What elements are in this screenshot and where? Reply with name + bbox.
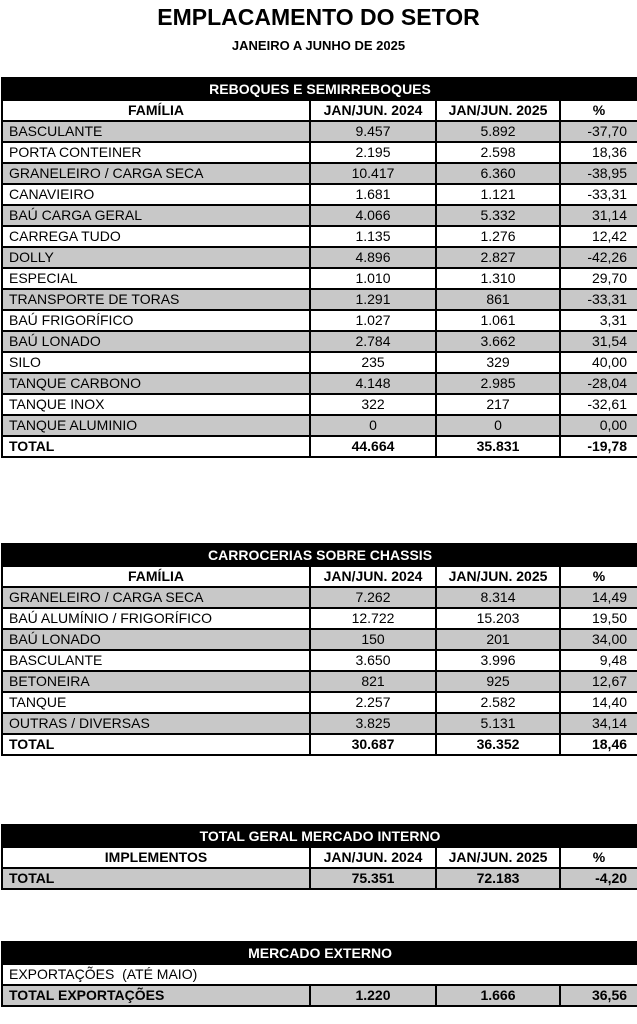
- table-row: [2, 205, 637, 226]
- column-header-familia: FAMÍLIA: [2, 100, 310, 121]
- table-row: [2, 163, 637, 184]
- carrocerias-table: [1, 543, 637, 756]
- family-cell: BETONEIRA: [2, 671, 310, 692]
- reboques-heading: REBOQUES E SEMIRREBOQUES: [2, 78, 637, 100]
- value-2024-cell: 7.262: [310, 587, 436, 608]
- column-header-implementos: IMPLEMENTOS: [2, 847, 310, 868]
- column-header-percent: %: [560, 847, 637, 868]
- value-2024-cell: 1.291: [310, 289, 436, 310]
- value-2025-cell: 2.598: [436, 142, 560, 163]
- reboques-table: [1, 77, 637, 458]
- column-header-row: [2, 847, 637, 868]
- value-2024-cell: 821: [310, 671, 436, 692]
- value-2024-cell: 2.195: [310, 142, 436, 163]
- column-header-percent: %: [560, 566, 637, 587]
- value-2025-cell: 3.996: [436, 650, 560, 671]
- value-2025-cell: 1.121: [436, 184, 560, 205]
- table-row: [2, 415, 637, 436]
- exportacoes-note: EXPORTAÇÕES (ATÉ MAIO): [2, 964, 637, 985]
- value-2024-cell: 3.650: [310, 650, 436, 671]
- value-2025-cell: 925: [436, 671, 560, 692]
- value-2025-cell: 6.360: [436, 163, 560, 184]
- percent-cell: -28,04: [560, 373, 637, 394]
- value-2024-cell: 3.825: [310, 713, 436, 734]
- total-2024: 30.687: [310, 734, 436, 755]
- value-2025-cell: 0: [436, 415, 560, 436]
- value-2025-cell: 1.061: [436, 310, 560, 331]
- value-2025-cell: 5.332: [436, 205, 560, 226]
- percent-cell: 12,42: [560, 226, 637, 247]
- value-2024-cell: 2.784: [310, 331, 436, 352]
- value-2024-cell: 2.257: [310, 692, 436, 713]
- family-cell: BAÚ LONADO: [2, 629, 310, 650]
- table-row: [2, 394, 637, 415]
- value-2024-cell: 1.681: [310, 184, 436, 205]
- total-2024: 1.220: [310, 985, 436, 1006]
- table-heading-row: [2, 78, 637, 100]
- table-row: [2, 713, 637, 734]
- percent-cell: 19,50: [560, 608, 637, 629]
- value-2024-cell: 150: [310, 629, 436, 650]
- column-header-percent: %: [560, 100, 637, 121]
- percent-cell: 31,14: [560, 205, 637, 226]
- table-heading-row: [2, 544, 637, 566]
- total-row: [2, 734, 637, 755]
- table-row: [2, 268, 637, 289]
- table-heading-row: [2, 825, 637, 847]
- percent-cell: -33,31: [560, 289, 637, 310]
- value-2024-cell: 12.722: [310, 608, 436, 629]
- percent-cell: -42,26: [560, 247, 637, 268]
- family-cell: BASCULANTE: [2, 650, 310, 671]
- value-2024-cell: 1.010: [310, 268, 436, 289]
- column-header-row: [2, 100, 637, 121]
- percent-cell: -38,95: [560, 163, 637, 184]
- column-header-2025: JAN/JUN. 2025: [436, 566, 560, 587]
- column-header-2024: JAN/JUN. 2024: [310, 566, 436, 587]
- value-2025-cell: 15.203: [436, 608, 560, 629]
- percent-cell: 34,00: [560, 629, 637, 650]
- table-row: [2, 629, 637, 650]
- total-label: TOTAL: [2, 868, 310, 889]
- mercado-interno-table: [1, 824, 637, 890]
- total-percent: 18,46: [560, 734, 637, 755]
- column-header-2024: JAN/JUN. 2024: [310, 847, 436, 868]
- total-row: [2, 868, 637, 889]
- table-row: [2, 184, 637, 205]
- value-2025-cell: 8.314: [436, 587, 560, 608]
- percent-cell: 9,48: [560, 650, 637, 671]
- family-cell: OUTRAS / DIVERSAS: [2, 713, 310, 734]
- percent-cell: -37,70: [560, 121, 637, 142]
- family-cell: CARREGA TUDO: [2, 226, 310, 247]
- total-2024: 44.664: [310, 436, 436, 457]
- percent-cell: 18,36: [560, 142, 637, 163]
- table-row: [2, 226, 637, 247]
- percent-cell: 29,70: [560, 268, 637, 289]
- total-row: [2, 985, 637, 1006]
- value-2024-cell: 322: [310, 394, 436, 415]
- value-2025-cell: 3.662: [436, 331, 560, 352]
- column-header-2025: JAN/JUN. 2025: [436, 100, 560, 121]
- percent-cell: -33,31: [560, 184, 637, 205]
- total-row: [2, 436, 637, 457]
- percent-cell: 14,49: [560, 587, 637, 608]
- value-2024-cell: 0: [310, 415, 436, 436]
- family-cell: SILO: [2, 352, 310, 373]
- carrocerias-heading: CARROCERIAS SOBRE CHASSIS: [2, 544, 637, 566]
- value-2024-cell: 10.417: [310, 163, 436, 184]
- total-label: TOTAL: [2, 734, 310, 755]
- family-cell: BAÚ LONADO: [2, 331, 310, 352]
- percent-cell: 31,54: [560, 331, 637, 352]
- total-label: TOTAL: [2, 436, 310, 457]
- family-cell: BAÚ FRIGORÍFICO: [2, 310, 310, 331]
- table-row: [2, 650, 637, 671]
- mercado-interno-heading: TOTAL GERAL MERCADO INTERNO: [2, 825, 637, 847]
- table-row: [2, 289, 637, 310]
- percent-cell: 34,14: [560, 713, 637, 734]
- value-2025-cell: 1.310: [436, 268, 560, 289]
- family-cell: TANQUE ALUMINIO: [2, 415, 310, 436]
- percent-cell: -32,61: [560, 394, 637, 415]
- table-row: [2, 692, 637, 713]
- table-row: [2, 671, 637, 692]
- column-header-familia: FAMÍLIA: [2, 566, 310, 587]
- value-2024-cell: 4.896: [310, 247, 436, 268]
- family-cell: TANQUE INOX: [2, 394, 310, 415]
- mercado-externo-heading: MERCADO EXTERNO: [2, 942, 637, 964]
- family-cell: BASCULANTE: [2, 121, 310, 142]
- percent-cell: 14,40: [560, 692, 637, 713]
- value-2024-cell: 1.027: [310, 310, 436, 331]
- value-2025-cell: 1.276: [436, 226, 560, 247]
- value-2025-cell: 5.131: [436, 713, 560, 734]
- page-subtitle: JANEIRO A JUNHO DE 2025: [231, 38, 406, 53]
- family-cell: TRANSPORTE DE TORAS: [2, 289, 310, 310]
- value-2025-cell: 329: [436, 352, 560, 373]
- total-percent: -4,20: [560, 868, 637, 889]
- total-percent: -19,78: [560, 436, 637, 457]
- value-2025-cell: 5.892: [436, 121, 560, 142]
- value-2025-cell: 2.985: [436, 373, 560, 394]
- value-2025-cell: 2.827: [436, 247, 560, 268]
- family-cell: ESPECIAL: [2, 268, 310, 289]
- value-2024-cell: 9.457: [310, 121, 436, 142]
- family-cell: TANQUE: [2, 692, 310, 713]
- column-header-2025: JAN/JUN. 2025: [436, 847, 560, 868]
- table-row: [2, 373, 637, 394]
- value-2025-cell: 2.582: [436, 692, 560, 713]
- table-row: [2, 247, 637, 268]
- page-title: EMPLACAMENTO DO SETOR: [157, 4, 480, 30]
- table-row: [2, 587, 637, 608]
- table-row: [2, 352, 637, 373]
- percent-cell: 12,67: [560, 671, 637, 692]
- note-row: [2, 964, 637, 985]
- table-row: [2, 310, 637, 331]
- family-cell: GRANELEIRO / CARGA SECA: [2, 163, 310, 184]
- percent-cell: 0,00: [560, 415, 637, 436]
- table-row: [2, 331, 637, 352]
- family-cell: BAÚ ALUMÍNIO / FRIGORÍFICO: [2, 608, 310, 629]
- value-2024-cell: 1.135: [310, 226, 436, 247]
- family-cell: BAÚ CARGA GERAL: [2, 205, 310, 226]
- family-cell: PORTA CONTEINER: [2, 142, 310, 163]
- family-cell: GRANELEIRO / CARGA SECA: [2, 587, 310, 608]
- column-header-row: [2, 566, 637, 587]
- total-label: TOTAL EXPORTAÇÕES: [2, 985, 310, 1006]
- value-2025-cell: 861: [436, 289, 560, 310]
- value-2025-cell: 201: [436, 629, 560, 650]
- total-2025: 35.831: [436, 436, 560, 457]
- value-2024-cell: 4.148: [310, 373, 436, 394]
- total-2025: 1.666: [436, 985, 560, 1006]
- family-cell: DOLLY: [2, 247, 310, 268]
- value-2025-cell: 217: [436, 394, 560, 415]
- table-heading-row: [2, 942, 637, 964]
- table-row: [2, 142, 637, 163]
- family-cell: TANQUE CARBONO: [2, 373, 310, 394]
- mercado-externo-table: [1, 941, 637, 1007]
- total-percent: 36,56: [560, 985, 637, 1006]
- total-2024: 75.351: [310, 868, 436, 889]
- table-row: [2, 608, 637, 629]
- total-2025: 36.352: [436, 734, 560, 755]
- table-row: [2, 121, 637, 142]
- percent-cell: 3,31: [560, 310, 637, 331]
- percent-cell: 40,00: [560, 352, 637, 373]
- total-2025: 72.183: [436, 868, 560, 889]
- value-2024-cell: 235: [310, 352, 436, 373]
- family-cell: CANAVIEIRO: [2, 184, 310, 205]
- value-2024-cell: 4.066: [310, 205, 436, 226]
- column-header-2024: JAN/JUN. 2024: [310, 100, 436, 121]
